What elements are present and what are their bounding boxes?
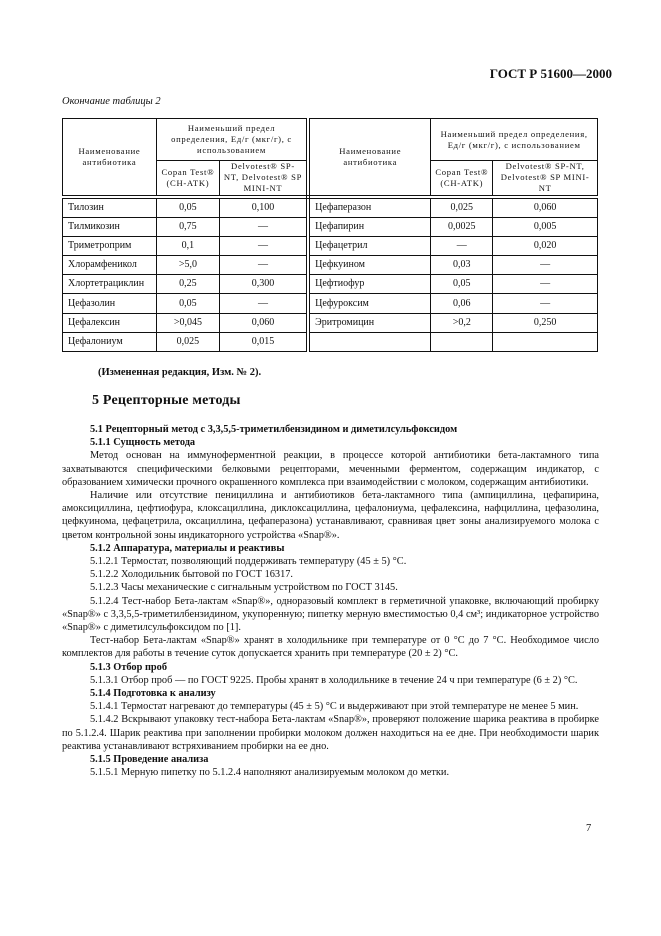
- cell: Цефапирин: [308, 217, 431, 236]
- cell: Цефазолин: [63, 294, 157, 313]
- cell: 0,0025: [431, 217, 493, 236]
- cell: 0,015: [219, 332, 308, 351]
- subsection-heading: 5.1.5 Проведение анализа: [90, 754, 209, 766]
- section-body: [62, 423, 599, 779]
- paragraph: Метод основан на иммуноферментной реакции, в процессе которой антибиотики бета-лактамного типа захватываются специфическими белковыми рецепторами, меченными ферментом, содержащим индикатор, с образованием химически прочного окрашенного комплекса при взаимодействии с молоком, содержащим антибиотики.: [62, 450, 599, 488]
- table-row: [63, 236, 598, 255]
- cell: 0,03: [431, 256, 493, 275]
- cell: 0,250: [493, 313, 598, 332]
- list-item: 5.1.4.2 Вскрывают упаковку тест-набора Бета-лактам «Snap®», проверяют положение шарика реактива в пробирке по 5.1.2.4. Шарик реактива при заполнении пробирки молоком должен находиться на ее дне. При необходимости шарик реактива устанавливают встряхиванием пробирки на ее дно.: [62, 714, 599, 752]
- cell: Цефтиофур: [308, 275, 431, 294]
- table-row: [63, 217, 598, 236]
- cell: 0,020: [493, 236, 598, 255]
- document-standard-header: ГОСТ Р 51600—2000: [489, 66, 612, 81]
- cell: >0,045: [156, 313, 219, 332]
- list-item: 5.1.4.1 Термостат нагревают до температуры (45 ± 5) °С и выдерживают при этой температуре не менее 5 мин.: [90, 701, 579, 713]
- cell: Цефалониум: [63, 332, 157, 351]
- cell: 0,025: [431, 197, 493, 218]
- cell: 0,25: [156, 275, 219, 294]
- cell: —: [493, 294, 598, 313]
- header-limit: Наименьший предел определения, Ед/г (мкг/г), с использованием: [156, 119, 308, 161]
- subsection-heading: 5.1.2 Аппаратура, материалы и реактивы: [90, 542, 285, 554]
- cell: >5,0: [156, 256, 219, 275]
- subsection-heading: 5.1.3 Отбор проб: [90, 661, 168, 673]
- list-item: 5.1.5.1 Мерную пипетку по 5.1.2.4 наполняют анализируемым молоком до метки.: [90, 767, 450, 779]
- cell: —: [493, 275, 598, 294]
- cell: —: [219, 217, 308, 236]
- list-item: 5.1.2.1 Термостат, позволяющий поддерживать температуру (45 ± 5) °С.: [90, 556, 407, 568]
- cell: —: [219, 236, 308, 255]
- header-name: Наименование антибиотика: [63, 119, 157, 197]
- header-copan: Copan Test® (CH-ATK): [156, 161, 219, 197]
- cell: 0,060: [219, 313, 308, 332]
- cell: Хлорамфеникол: [63, 256, 157, 275]
- antibiotics-table: [62, 118, 598, 352]
- header-delvotest-right: Delvotest® SP-NT, Delvotest® SP MINI-NT: [493, 161, 598, 197]
- cell: Тилозин: [63, 197, 157, 218]
- cell: 0,300: [219, 275, 308, 294]
- cell: —: [219, 294, 308, 313]
- subsection-heading: 5.1.4 Подготовка к анализу: [90, 688, 216, 700]
- cell: Хлортетрациклин: [63, 275, 157, 294]
- table-row: [63, 332, 598, 351]
- cell: [308, 332, 431, 351]
- cell: 0,005: [493, 217, 598, 236]
- list-item: 5.1.2.3 Часы механические с сигнальным устройством по ГОСТ 3145.: [90, 582, 398, 594]
- table-row: [63, 313, 598, 332]
- cell: 0,060: [493, 197, 598, 218]
- cell: —: [493, 256, 598, 275]
- cell: Эритромицин: [308, 313, 431, 332]
- list-item: 5.1.2.2 Холодильник бытовой по ГОСТ 16317.: [90, 569, 294, 581]
- list-item: 5.1.3.1 Отбор проб — по ГОСТ 9225. Пробы хранят в холодильнике в течение 24 ч при температуре (6 ± 2) °С.: [90, 674, 578, 686]
- page-number: 7: [586, 823, 592, 834]
- header-name-right: Наименование антибиотика: [308, 119, 431, 197]
- cell: Цефуроксим: [308, 294, 431, 313]
- section-title: 5 Рецепторные методы: [92, 393, 241, 408]
- cell: 0,06: [431, 294, 493, 313]
- cell: 0,75: [156, 217, 219, 236]
- cell: 0,100: [219, 197, 308, 218]
- cell: >0,2: [431, 313, 493, 332]
- cell: 0,025: [156, 332, 219, 351]
- header-copan-right: Copan Test® (CH-ATK): [431, 161, 493, 197]
- list-item: 5.1.2.4 Тест-набор Бета-лактам «Snap®», одноразовый комплект в герметичной упаковке, включающий пробирку «Snap®» с 3,3,5,5-триметилбензидином, укупоренную; пипетку мерную вместимостью 0,4 см³; индикаторное устройство «Snap®» с диметилсульфоксидом по [1].: [62, 595, 599, 634]
- header-delvotest: Delvotest® SP-NT, Delvotest® SP MINI-NT: [219, 161, 308, 197]
- cell: [431, 332, 493, 351]
- paragraph: Тест-набор Бета-лактам «Snap®» хранят в холодильнике при температуре от 0 °С до 7 °С. Необходимое число комплектов для работы в течение суток допускается хранить при температуре (20 ± 2) °С.: [62, 635, 599, 660]
- table-row: [63, 275, 598, 294]
- cell: Цефалексин: [63, 313, 157, 332]
- paragraph: Наличие или отсутствие пенициллина и антибиотиков бета-лактамного типа (ампициллина, цефапирина, амоксициллина, цефтиофура, клоксациллина, диклоксациллина, цефалониума, цефалексина, нафциллина, цефазолина, цефкуинома, цефацетрила, оксациллина, цефаперазона) устанавливают, сравнивая цвет зоны анализируемого молока с цветом контрольной зоны индикаторного устройства «Snap®».: [62, 490, 599, 541]
- table-row: [63, 256, 598, 275]
- cell: 0,05: [156, 294, 219, 313]
- cell: —: [219, 256, 308, 275]
- cell: Цефкуином: [308, 256, 431, 275]
- subsection-heading: 5.1 Рецепторный метод с 3,3,5,5-триметилбензидином и диметилсульфоксидом: [90, 424, 458, 435]
- table-row: [63, 294, 598, 313]
- cell: Цефаперазон: [308, 197, 431, 218]
- cell: 0,05: [156, 197, 219, 218]
- cell: 0,05: [431, 275, 493, 294]
- header-limit-right: Наименьший предел определения, Ед/г (мкг/г), с использованием: [431, 119, 598, 161]
- cell: Тилмикозин: [63, 217, 157, 236]
- table-row: [63, 197, 598, 218]
- cell: Триметроприм: [63, 236, 157, 255]
- subsection-heading: 5.1.1 Сущность метода: [90, 437, 196, 449]
- cell: Цефацетрил: [308, 236, 431, 255]
- table-caption: Окончание таблицы 2: [62, 96, 161, 107]
- amendment-note: (Измененная редакция, Изм. № 2).: [98, 367, 262, 378]
- cell: 0,1: [156, 236, 219, 255]
- cell: —: [431, 236, 493, 255]
- cell: [493, 332, 598, 351]
